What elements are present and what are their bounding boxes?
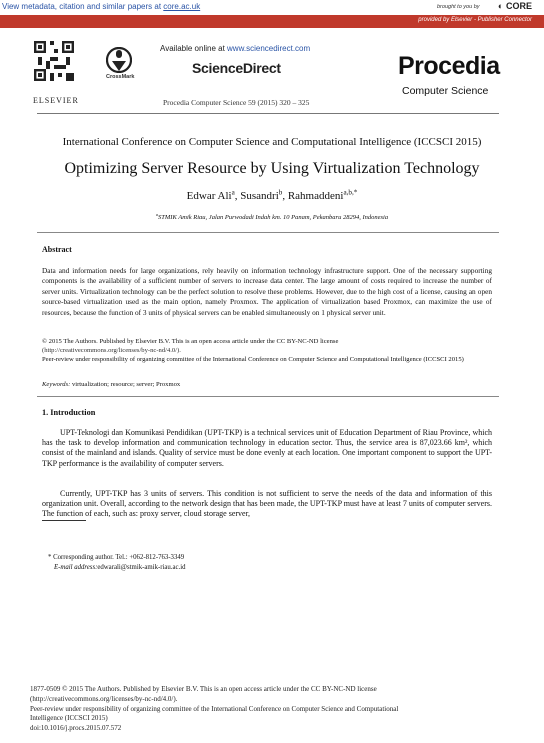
license-url-link[interactable]: (http://creativecommons.org/licenses/by-nc-nd/4.0/). [42,347,181,354]
page-footer [30,685,500,734]
paper-title: Optimizing Server Resource by Using Virtualization Technology [64,160,480,177]
provided-by-link[interactable]: provided by Elsevier - Publisher Connector [418,17,532,23]
qr-code-icon [34,41,74,81]
brought-by-label: brought to you by [437,4,480,10]
core-view-text: View metadata, citation and similar papers at [2,2,164,11]
header-divider [37,113,499,114]
affiliation [0,211,544,221]
procedia-logo: Procedia [398,52,500,80]
license-block [42,337,482,364]
footer-license-url[interactable]: (http://creativecommons.org/licenses/by-nc-nd/4.0/). [30,694,178,703]
affiliation-sup: a [155,211,159,217]
license-line: © 2015 The Authors. Published by Elsevier B.V. This is an open access article under the CC BY-NC-ND license [42,338,339,345]
procedia-subtitle: Computer Science [402,85,489,97]
sciencedirect-wordmark: ScienceDirect [192,60,281,76]
crossmark-icon[interactable] [106,47,132,73]
core-url-link[interactable]: core.ac.uk [163,2,201,11]
available-prefix: Available online at [160,44,228,53]
crossmark-label: CrossMark [106,74,135,80]
abstract-text: Data and information needs for large organizations, rely heavily on information technology infrastructure support. One of the necessary supporting components is the availability of a sufficient number of servers to increase data center. The large amount of costs required to increase the number of server units. Virtualization technology can be the perfect solution to resolve these problems. However, due to the high cost of a license, causing an open source-based virtualization used as the main option, namely Proxmox. The application of virtualization based Proxmox, can maximize the use of resources, because the function of 3 units of physical servers can be enabled simultaneously on 1 physical server unit. [42,266,492,317]
keywords-label: Keywords: [42,381,71,388]
journal-reference: Procedia Computer Science 59 (2015) 320 – 325 [163,98,310,107]
abstract-heading: Abstract [42,245,72,254]
intro-paragraph-2: Currently, UPT-TKP has 3 units of servers. This condition is not sufficient to serve the needs of the data and information of this organization unit. Overall, according to the network design that has been made, the UPT-TKP must have at least 7 units of computer servers. The function of each, such as: proxy server, cloud storage server, [42,489,492,519]
sciencedirect-url-link[interactable]: www.sciencedirect.com [227,44,311,53]
intro-paragraph-1: UPT-Teknologi dan Komunikasi Pendidikan (UPT-TKP) is a technical services unit of Education Department of Riau Province, which has the task to develop information and communication technology in education sector. Thus, the service area is 87,023.66 km², which consist of the mainland and islands. Quality of service must be done evenly at each location. One important component to support the UPT-TKP performance is the availability of computer servers. [42,428,492,468]
email-note [54,564,186,571]
footer-doi[interactable]: doi:10.1016/j.procs.2015.07.572 [30,724,122,733]
elsevier-logo-text: ELSEVIER [33,96,79,105]
footer-peer-review-cont: Intelligence (ICCSCI 2015) [30,714,108,723]
author-sup: b [278,188,283,197]
core-logo-text: CORE [505,1,532,11]
core-logo[interactable] [498,1,532,11]
core-logo-icon: ◐ [498,1,504,11]
author-name: Susandri [240,190,279,202]
peer-review-note: Peer-review under responsibility of organizing committee of the International Conference on Computer Science and Computational Intelligence (ICCSCI 2015) [42,356,464,363]
keywords-list: virtualization; resource; server; Proxmox [70,381,181,388]
footnote-rule [42,520,86,521]
footer-copyright: 1877-0509 © 2015 The Authors. Published by Elsevier B.V. This is an open access article under the CC BY-NC-ND license [30,685,377,693]
author-name: Rahmaddeni [287,190,344,202]
available-online [160,44,310,53]
author-sup: a,b,* [343,188,358,197]
author-sup: a [231,188,235,197]
author-name: Edwar Ali [186,190,232,202]
keywords [42,381,180,388]
abstract-divider [37,232,499,233]
corresponding-author-note: * Corresponding author. Tel.: +062-812-763-3349 [48,554,185,561]
email-label: E-mail address: [54,564,98,571]
author-list: Edwar Ali$^a$, Susandri$^b$, Rahmaddeni$^{a,b,*}$ [186,188,358,202]
affiliation-text: STMIK Amik Riau, Jalan Purwodadi Indah km. 10 Panam, Pekanbaru 28294, Indonesia [158,214,389,221]
conference-name: International Conference on Computer Science and Computational Intelligence (ICCSCI 2015) [62,136,482,148]
footer-peer-review: Peer-review under responsibility of organizing committee of the International Conference on Computer Science and Computational [30,704,399,713]
keywords-divider [37,396,499,397]
core-metadata-link[interactable] [2,2,200,11]
section-heading-introduction: 1. Introduction [42,408,96,417]
email-link[interactable]: edwarali@stmik-amik-riau.ac.id [97,564,186,571]
